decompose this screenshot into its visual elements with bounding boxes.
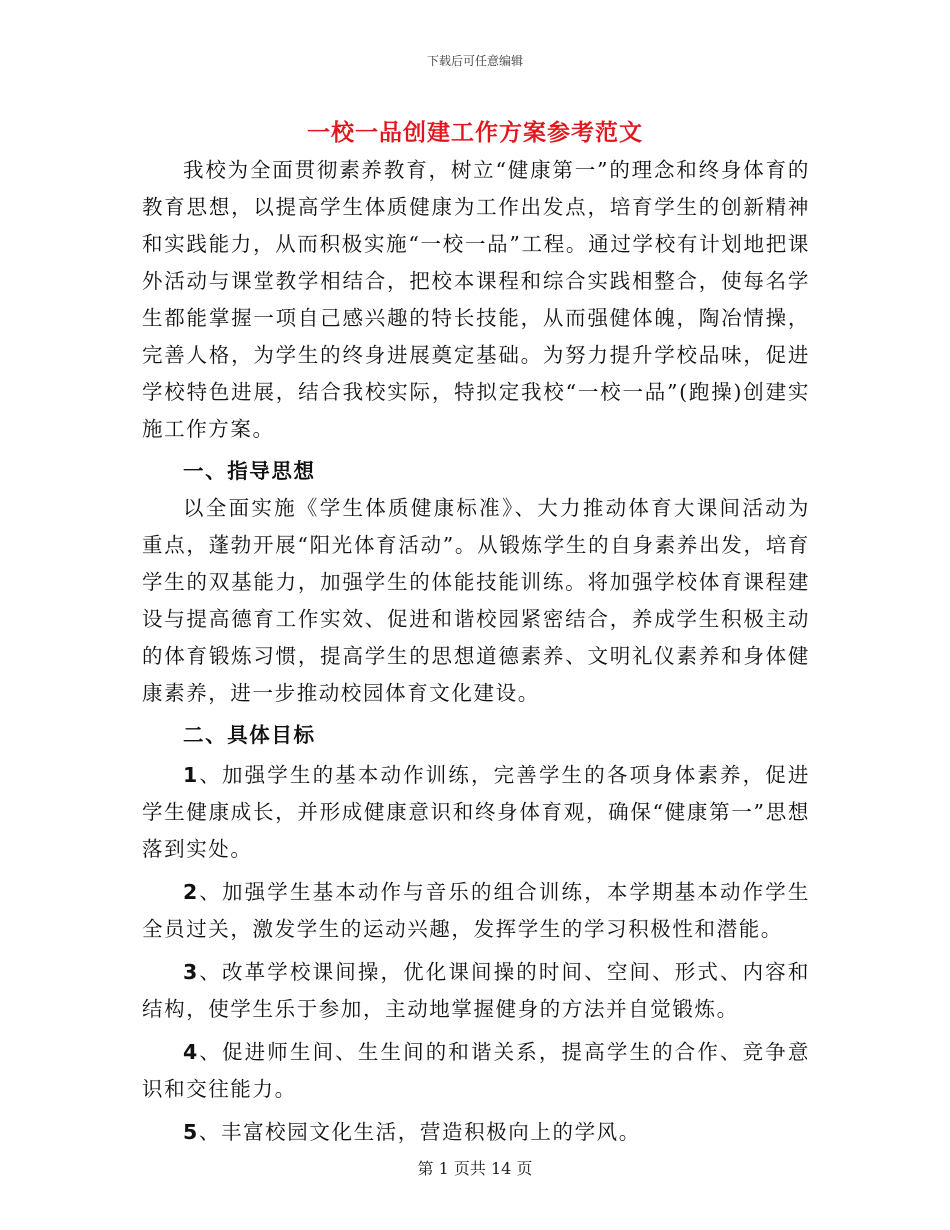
page-header: 下载后可任意编辑 xyxy=(426,54,523,68)
goal-text: 、加强学生基本动作与音乐的组合训练，本学期基本动作学生全员过关，激发学生的运动兴趣，发挥学生的学习积极性和潜能。 xyxy=(142,880,810,941)
goal-item-5 xyxy=(142,1114,810,1151)
goal-number: 1 xyxy=(183,763,199,787)
intro-paragraph: 我校为全面贯彻素养教育，树立“健康第一”的理念和终身体育的教育思想，以提高学生体质健康为工作出发点，培育学生的创新精神和实践能力，从而积极实施“一校一品”工程。通过学校有计划地把课外活动与课堂教学相结合，把校本课程和综合实践相整合，使每名学生都能掌握一项自己感兴趣的特长技能，从而强健体魄，陶冶情操，完善人格，为学生的终身进展奠定基础。为努力提升学校品味，促进学校特色进展，结合我校实际，特拟定我校“一校一品”(跑操)创建实施工作方案。 xyxy=(142,158,810,441)
goal-text: 、改革学校课间操，优化课间操的时间、空间、形式、内容和结构，使学生乐于参加，主动地掌握健身的方法并自觉锻炼。 xyxy=(142,960,810,1021)
goal-text: 、加强学生的基本动作训练，完善学生的各项身体素养，促进学生健康成长，并形成健康意识和终身体育观，确保“健康第一”思想落到实处。 xyxy=(142,763,810,861)
page-footer: 第 1 页共 14 页 xyxy=(417,1159,533,1178)
goal-text: 、促进师生间、生生间的和谐关系，提高学生的合作、竞争意识和交往能力。 xyxy=(142,1040,810,1101)
goal-item-4 xyxy=(142,1034,810,1108)
goal-number: 2 xyxy=(183,880,199,904)
goal-text: 、丰富校园文化生活，营造积极向上的学风。 xyxy=(198,1120,641,1144)
goal-item-2 xyxy=(142,874,810,948)
section-heading-specific-goals: 二、具体目标 xyxy=(183,723,316,747)
goal-number: 4 xyxy=(183,1040,199,1064)
guiding-ideology-paragraph: 以全面实施《学生体质健康标准》、大力推动体育大课间活动为重点，蓬勃开展“阳光体育活动”。从锻炼学生的自身素养出发，培育学生的双基能力，加强学生的体能技能训练。将加强学校体育课程建设与提高德育工作实效、促进和谐校园紧密结合，养成学生积极主动的体育锻炼习惯，提高学生的思想道德素养、文明礼仪素养和身体健康素养，进一步推动校园体育文化建设。 xyxy=(142,496,810,705)
document-body xyxy=(142,152,810,1151)
document-title: 一校一品创建工作方案参考范文 xyxy=(307,119,643,146)
goal-number: 5 xyxy=(183,1120,199,1144)
section-heading-guiding-ideology: 一、指导思想 xyxy=(183,459,316,483)
goal-number: 3 xyxy=(183,960,199,984)
goal-item-3 xyxy=(142,954,810,1028)
goal-item-1 xyxy=(142,757,810,868)
